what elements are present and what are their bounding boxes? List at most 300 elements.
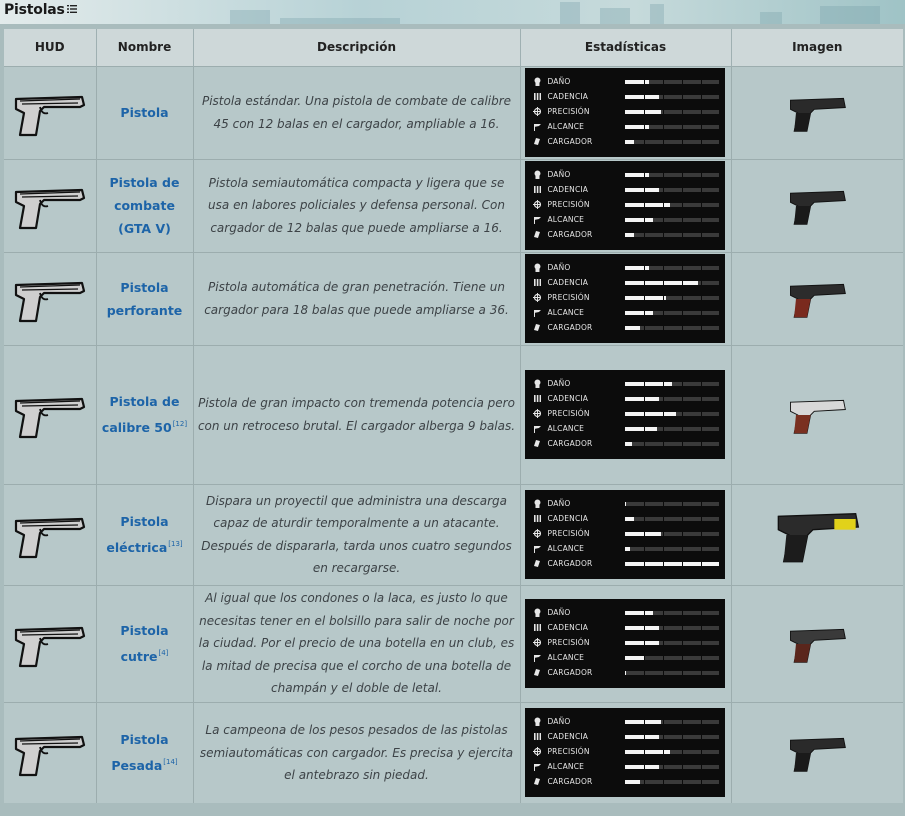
stat-bar-divider — [644, 780, 645, 784]
stat-bar — [625, 188, 718, 192]
stat-row — [533, 556, 719, 571]
stat-bar-divider — [663, 218, 664, 222]
table-row — [4, 252, 903, 345]
pistol-image[interactable] — [732, 277, 904, 321]
stat-row — [533, 635, 719, 650]
stat-label: DAÑO — [547, 77, 571, 86]
stat-bar-fill — [625, 765, 659, 769]
stat-bar-fill — [625, 296, 666, 300]
weapon-name-line: Pistola — [120, 732, 169, 748]
stat-label: CARGADOR — [547, 439, 593, 448]
name-cell — [96, 159, 193, 252]
stat-label: DAÑO — [547, 263, 571, 272]
stat-bar-fill — [625, 611, 653, 615]
stat-bar-fill — [625, 188, 659, 192]
stat-bar — [625, 547, 718, 551]
stat-bar-divider — [701, 296, 702, 300]
pistol-image[interactable] — [732, 622, 904, 666]
weapon-name-line: Pistola — [120, 514, 169, 529]
stat-bar-divider — [644, 296, 645, 300]
weapon-name-link[interactable] — [102, 510, 186, 559]
weapon-name-line: (GTA V) — [118, 221, 171, 236]
crosshair-icon — [533, 293, 542, 302]
stat-bar-divider — [663, 780, 664, 784]
stat-label: PRECISIÓN — [547, 200, 590, 209]
stat-bar-fill — [625, 412, 676, 416]
stat-bar-divider — [701, 233, 702, 237]
stat-row — [533, 320, 719, 335]
table-row — [4, 702, 903, 803]
image-cell — [731, 66, 903, 159]
weapon-name-link[interactable] — [103, 276, 187, 322]
stat-row — [533, 74, 719, 89]
stat-bar-divider — [663, 547, 664, 551]
stat-bar-fill — [625, 532, 661, 536]
weapon-name-link[interactable] — [116, 101, 172, 124]
stat-bar-divider — [701, 562, 702, 566]
crosshair-icon — [533, 409, 542, 418]
stat-row — [533, 134, 719, 149]
stat-bar-divider — [644, 80, 645, 84]
table-row — [4, 66, 903, 159]
page-banner — [0, 0, 905, 24]
stats-panel — [525, 161, 725, 250]
stat-bar-divider — [682, 532, 683, 536]
stat-bar-fill — [625, 80, 649, 84]
stat-row — [533, 436, 719, 451]
skull-icon — [533, 379, 542, 388]
stat-row — [533, 729, 719, 744]
stat-label: CADENCIA — [547, 394, 589, 403]
stat-bar-divider — [682, 427, 683, 431]
stats-cell — [520, 484, 731, 585]
weapon-name-line: perforante — [106, 302, 183, 318]
stat-bar — [625, 671, 718, 675]
reference-link[interactable]: [12] — [172, 420, 188, 428]
stats-cell — [520, 159, 731, 252]
stat-bar-divider — [682, 720, 683, 724]
stat-bar-divider — [663, 427, 664, 431]
description-line: Dispara un proyectil que administra una descarga — [206, 493, 507, 508]
stat-label: CADENCIA — [547, 732, 589, 742]
stat-label: ALCANCE — [547, 653, 585, 662]
stats-cell — [520, 702, 731, 803]
weapon-name-link[interactable] — [106, 171, 184, 240]
stat-bar-divider — [663, 765, 664, 769]
stat-bar-divider — [682, 203, 683, 207]
stat-label: ALCANCE — [547, 215, 585, 224]
stat-bar-fill — [625, 671, 626, 675]
stat-row — [533, 511, 719, 526]
stat-bar-divider — [663, 80, 664, 84]
description-line: champán y el doble de letal. — [271, 681, 442, 696]
stat-bar-divider — [682, 562, 683, 566]
header-descripcion[interactable]: Descripción — [193, 29, 520, 66]
stat-bar-divider — [701, 110, 702, 114]
stat-bar-divider — [644, 735, 645, 739]
name-cell — [96, 252, 193, 345]
table-row — [4, 585, 903, 702]
section-title: Pistolas — [4, 2, 65, 18]
weapon-name-line: eléctrica — [106, 540, 168, 555]
stat-bar-divider — [682, 765, 683, 769]
stat-bar-divider — [682, 140, 683, 144]
weapon-name-line: Pistola — [120, 279, 169, 295]
stat-bar-divider — [682, 611, 683, 615]
table-row — [4, 345, 903, 484]
stat-bar-divider — [701, 397, 702, 401]
stat-bar-fill — [625, 502, 626, 506]
stats-panel — [525, 599, 725, 688]
stat-bar — [625, 641, 718, 645]
stat-bar-divider — [644, 311, 645, 315]
stat-row — [533, 89, 719, 104]
stat-bar-divider — [663, 296, 664, 300]
stat-bar-divider — [682, 641, 683, 645]
stat-bar-divider — [682, 125, 683, 129]
stat-bar-divider — [701, 218, 702, 222]
stat-bar-divider — [663, 188, 664, 192]
stat-bar-divider — [644, 517, 645, 521]
image-cell — [731, 345, 903, 484]
stat-bar-divider — [663, 412, 664, 416]
skull-icon — [533, 717, 542, 726]
stat-row — [533, 620, 719, 635]
stat-label: CARGADOR — [547, 137, 593, 146]
stat-row — [533, 714, 719, 729]
table-header-row — [4, 29, 903, 66]
stat-bar-divider — [701, 95, 702, 99]
stat-bar-divider — [644, 641, 645, 645]
stat-row — [533, 391, 719, 406]
stat-bar-fill — [625, 397, 659, 401]
stat-bar-divider — [701, 427, 702, 431]
stat-bar-divider — [663, 110, 664, 114]
magazine-icon — [533, 439, 542, 448]
name-cell — [96, 66, 193, 159]
stat-bar-divider — [663, 281, 664, 285]
stat-row — [533, 744, 719, 759]
stat-bar-divider — [701, 735, 702, 739]
description-line: Al igual que los condones o la laca, es justo lo que — [205, 591, 508, 606]
weapon-name-line: combate — [114, 198, 175, 213]
stat-label: CARGADOR — [547, 777, 593, 787]
hud-cell — [4, 484, 96, 585]
weapons-table — [4, 29, 903, 803]
stat-bar — [625, 611, 718, 615]
stat-label: ALCANCE — [547, 424, 585, 433]
weapon-name-link[interactable] — [107, 728, 181, 777]
name-cell — [96, 702, 193, 803]
stat-bar-divider — [701, 502, 702, 506]
stat-bar — [625, 311, 718, 315]
stat-bar-fill — [625, 266, 649, 270]
stat-bar-divider — [644, 110, 645, 114]
list-icon[interactable] — [66, 3, 78, 15]
stat-bar-divider — [644, 750, 645, 754]
stat-bar-divider — [682, 311, 683, 315]
image-cell — [731, 252, 903, 345]
stat-bar-divider — [682, 502, 683, 506]
stat-bar-divider — [663, 720, 664, 724]
crosshair-icon — [533, 638, 542, 647]
stats-cell — [520, 585, 731, 702]
weapon-name-link[interactable] — [98, 390, 191, 439]
stat-label: DAÑO — [547, 170, 571, 179]
description-line: La campeona de los pesos pesados de las pistolas — [205, 723, 508, 737]
image-cell — [731, 159, 903, 252]
name-cell — [96, 484, 193, 585]
description-cell — [193, 585, 520, 702]
weapon-name-line: Pistola de — [109, 175, 180, 190]
stat-bar-divider — [701, 188, 702, 192]
hud-cell — [4, 702, 96, 803]
stat-bar — [625, 750, 718, 754]
stat-bar-divider — [701, 641, 702, 645]
stat-bar-fill — [625, 233, 634, 237]
description-line: con un retroceso brutal. El cargador alberga 9 balas. — [197, 418, 516, 433]
stat-bar-divider — [644, 173, 645, 177]
stat-row — [533, 541, 719, 556]
stat-bar-divider — [663, 125, 664, 129]
description-cell — [193, 66, 520, 159]
stat-row — [533, 305, 719, 320]
stat-bar — [625, 218, 718, 222]
magazine-icon — [533, 323, 542, 332]
stat-bar-divider — [663, 671, 664, 675]
flag-icon — [533, 308, 542, 317]
stat-bar-divider — [663, 266, 664, 270]
pistol-image[interactable] — [732, 503, 904, 567]
stat-bar-fill — [625, 218, 653, 222]
stat-bar-divider — [682, 442, 683, 446]
description-cell — [193, 345, 520, 484]
magazine-icon — [533, 777, 542, 786]
stat-bar-divider — [644, 266, 645, 270]
stat-bar-divider — [701, 281, 702, 285]
stat-bar — [625, 720, 718, 724]
stat-bar-divider — [682, 397, 683, 401]
reference-link[interactable]: [4] — [158, 649, 169, 657]
stat-label: CADENCIA — [547, 278, 589, 287]
hud-cell — [4, 252, 96, 345]
bars-icon — [533, 92, 542, 101]
stat-bar-fill — [625, 656, 644, 660]
table-row — [4, 484, 903, 585]
stat-bar-divider — [682, 218, 683, 222]
stat-bar-divider — [682, 188, 683, 192]
stat-bar-divider — [644, 382, 645, 386]
description-line: usa en labores policiales y defensa personal. Con — [208, 198, 505, 213]
pistol-hud-icon — [4, 725, 96, 781]
stat-bar-divider — [701, 532, 702, 536]
crosshair-icon — [533, 529, 542, 538]
image-cell — [731, 585, 903, 702]
description-line: capaz de aturdir temporalmente a un atacante. — [213, 516, 500, 530]
stat-bar — [625, 80, 718, 84]
stat-bar-divider — [682, 110, 683, 114]
stat-label: PRECISIÓN — [547, 409, 590, 418]
stat-bar-divider — [682, 266, 683, 270]
stats-panel — [525, 370, 725, 459]
stat-bar — [625, 735, 718, 739]
stat-bar-divider — [644, 326, 645, 330]
stat-bar-divider — [644, 188, 645, 192]
stat-bar-divider — [644, 218, 645, 222]
stat-bar-divider — [682, 382, 683, 386]
pistol-image[interactable] — [732, 393, 904, 437]
stat-bar-divider — [701, 173, 702, 177]
weapon-name-line: Pistola — [120, 105, 169, 120]
hud-cell — [4, 159, 96, 252]
reference-link[interactable]: [14] — [163, 758, 178, 767]
stat-bar — [625, 427, 718, 431]
stat-bar-divider — [644, 656, 645, 660]
stat-bar-divider — [682, 412, 683, 416]
magazine-icon — [533, 668, 542, 677]
stat-bar-divider — [701, 266, 702, 270]
stat-bar-fill — [625, 641, 659, 645]
stat-bar-fill — [625, 547, 630, 551]
stat-row — [533, 406, 719, 421]
stat-bar-divider — [644, 765, 645, 769]
stats-cell — [520, 252, 731, 345]
stat-bar — [625, 326, 718, 330]
header-hud[interactable]: HUD — [4, 29, 96, 66]
stat-row — [533, 650, 719, 665]
stat-bar-divider — [701, 720, 702, 724]
crosshair-icon — [533, 107, 542, 116]
pistol-image[interactable] — [732, 184, 904, 228]
pistol-hud-icon — [4, 387, 96, 443]
stat-bar-divider — [663, 656, 664, 660]
stat-bar-divider — [682, 296, 683, 300]
stat-bar-divider — [663, 517, 664, 521]
stat-bar-divider — [701, 750, 702, 754]
stat-bar — [625, 502, 718, 506]
stat-row — [533, 260, 719, 275]
pistol-image[interactable] — [732, 91, 904, 135]
stat-row — [533, 275, 719, 290]
stat-bar — [625, 517, 718, 521]
stat-bar — [625, 765, 718, 769]
bars-icon — [533, 185, 542, 194]
stat-label: PRECISIÓN — [547, 747, 590, 757]
stat-bar — [625, 780, 718, 784]
stat-bar — [625, 656, 718, 660]
description-line: necesitas tener en el bolsillo para salir de noche por — [199, 613, 514, 628]
stat-bar-divider — [682, 735, 683, 739]
stat-label: CARGADOR — [547, 559, 593, 568]
stat-row — [533, 212, 719, 227]
stat-bar-divider — [663, 326, 664, 330]
header-estadisticas[interactable]: Estadísticas — [520, 29, 731, 66]
stat-bar-divider — [663, 641, 664, 645]
stat-bar-divider — [644, 626, 645, 630]
description-line: Pistola de gran impacto con tremenda potencia pero — [198, 396, 515, 410]
stat-bar-fill — [625, 626, 659, 630]
stat-bar-divider — [644, 95, 645, 99]
stat-bar-divider — [663, 233, 664, 237]
crosshair-icon — [533, 200, 542, 209]
stat-bar-divider — [644, 442, 645, 446]
flag-icon — [533, 653, 542, 662]
stat-bar — [625, 173, 718, 177]
stat-label: ALCANCE — [547, 762, 585, 772]
table-row — [4, 159, 903, 252]
stat-bar — [625, 562, 718, 566]
description-line: 45 con 12 balas en el cargador, ampliable a 16. — [213, 116, 500, 131]
stat-bar-divider — [644, 547, 645, 551]
stat-bar-divider — [701, 203, 702, 207]
reference-link[interactable]: [13] — [168, 540, 183, 548]
skull-icon — [533, 77, 542, 86]
magazine-icon — [533, 137, 542, 146]
crosshair-icon — [533, 747, 542, 756]
stat-bar-divider — [644, 611, 645, 615]
stat-bar-fill — [625, 140, 634, 144]
stat-bar-fill — [625, 110, 661, 114]
stat-bar-divider — [663, 382, 664, 386]
stat-bar-divider — [663, 611, 664, 615]
stat-bar-divider — [701, 442, 702, 446]
description-line: Pistola automática de gran penetración. Tiene un — [208, 280, 505, 294]
description-line: el antebrazo sin piedad. — [284, 768, 429, 782]
stat-bar — [625, 125, 718, 129]
name-cell — [96, 345, 193, 484]
description-line: la ciudad. Por el precio de una botella en un club, es — [198, 636, 515, 651]
stat-bar-divider — [682, 233, 683, 237]
header-nombre[interactable]: Nombre — [96, 29, 193, 66]
stat-bar-divider — [682, 517, 683, 521]
stat-row — [533, 526, 719, 541]
pistol-image[interactable] — [732, 731, 904, 775]
stat-bar — [625, 203, 718, 207]
stat-bar-divider — [644, 502, 645, 506]
stat-bar-divider — [701, 780, 702, 784]
stat-row — [533, 421, 719, 436]
stat-bar-divider — [644, 562, 645, 566]
bars-icon — [533, 278, 542, 287]
stat-bar-divider — [701, 412, 702, 416]
stat-bar-divider — [663, 173, 664, 177]
stat-bar-divider — [682, 80, 683, 84]
skull-icon — [533, 263, 542, 272]
weapon-name-link[interactable] — [116, 619, 172, 668]
pistol-hud-icon — [4, 271, 96, 327]
stat-bar-divider — [644, 427, 645, 431]
hud-cell — [4, 345, 96, 484]
image-cell — [731, 484, 903, 585]
stat-label: PRECISIÓN — [547, 638, 590, 647]
stat-bar-divider — [682, 671, 683, 675]
stats-cell — [520, 345, 731, 484]
description-line: cargador de 12 balas que puede ampliarse a 16. — [210, 220, 503, 235]
header-imagen[interactable]: Imagen — [731, 29, 903, 66]
stat-label: ALCANCE — [547, 308, 585, 317]
stat-bar — [625, 281, 718, 285]
description-cell — [193, 702, 520, 803]
stat-bar — [625, 532, 718, 536]
stat-label: CADENCIA — [547, 92, 589, 101]
stat-bar-divider — [701, 311, 702, 315]
stat-row — [533, 496, 719, 511]
stat-label: ALCANCE — [547, 122, 585, 131]
pistol-hud-icon — [4, 616, 96, 672]
stat-bar-fill — [625, 173, 649, 177]
stat-bar-divider — [701, 611, 702, 615]
magazine-icon — [533, 230, 542, 239]
